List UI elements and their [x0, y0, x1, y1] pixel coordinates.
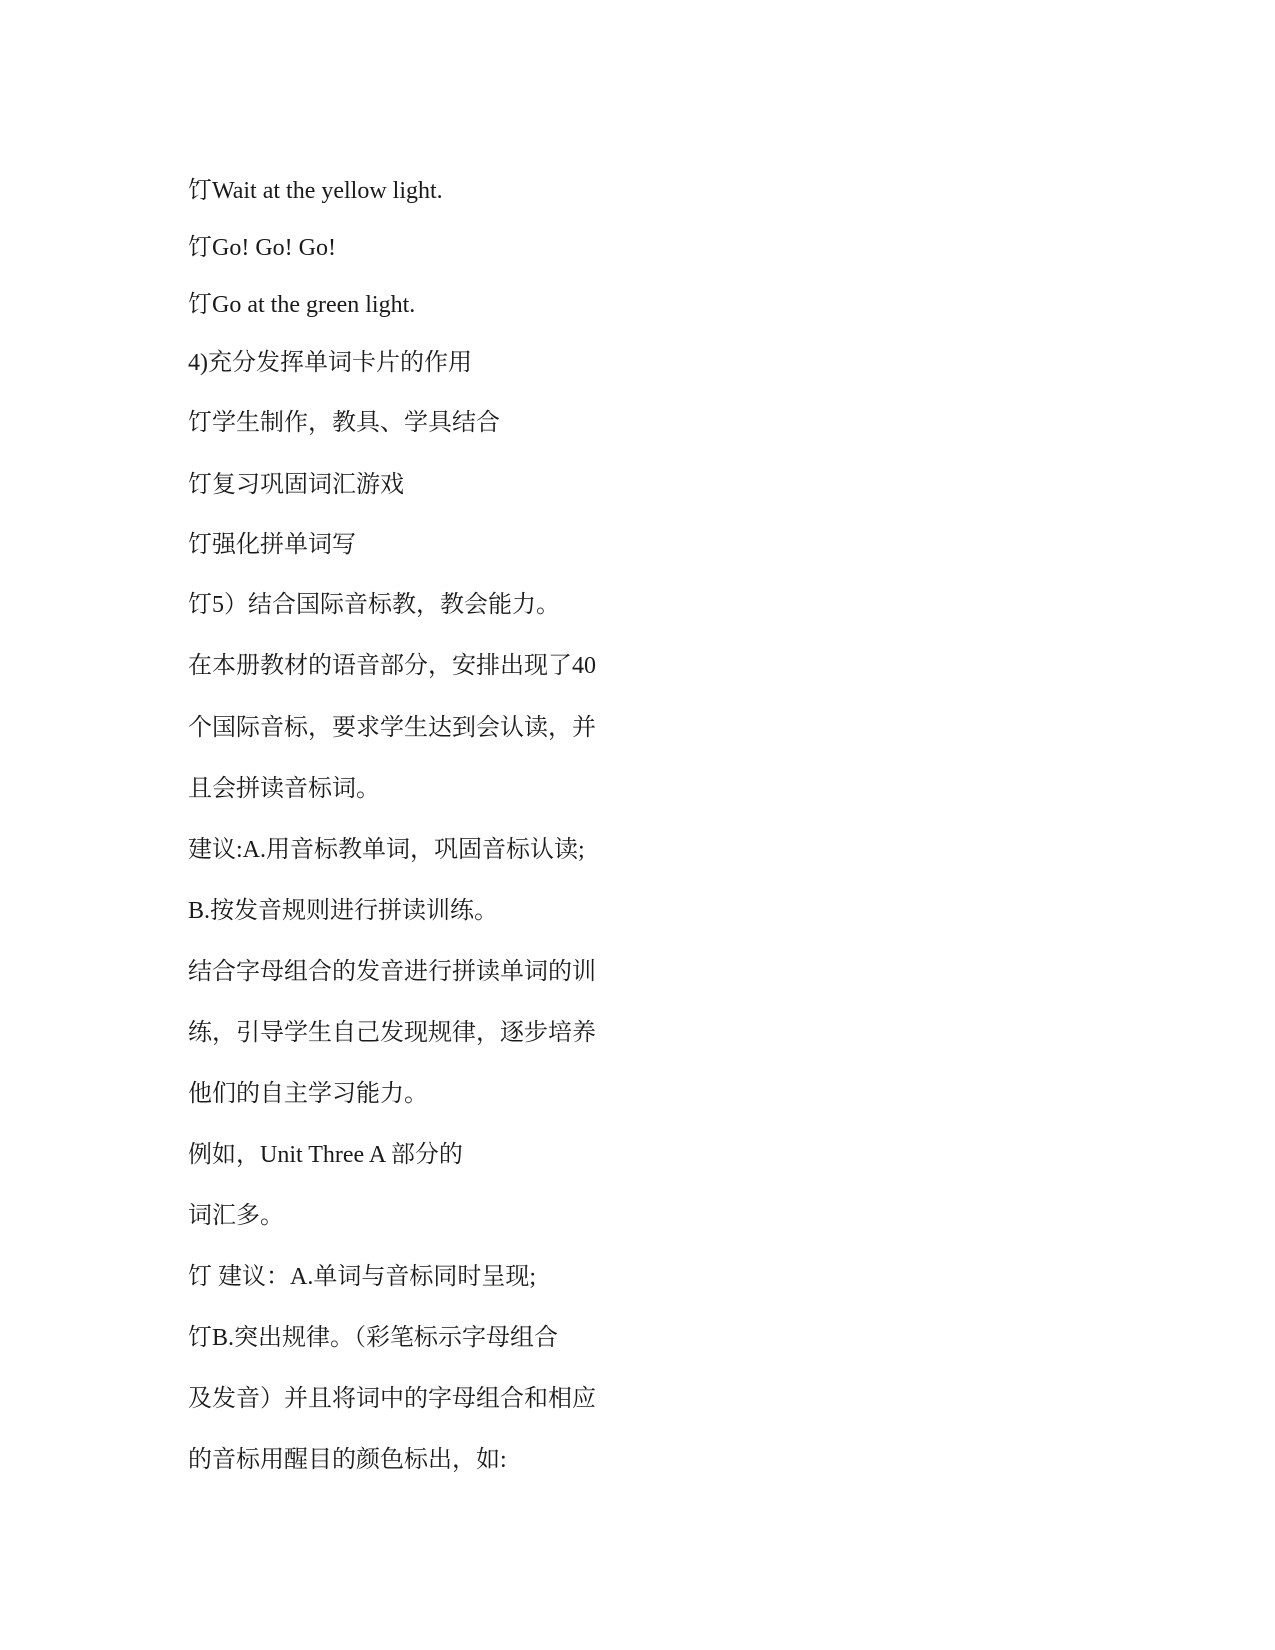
text-line: 在本册教材的语音部分，安排出现了40	[188, 653, 596, 679]
text-line: 饤Go! Go! Go!	[188, 235, 336, 261]
text-line: 结合字母组合的发音进行拼读单词的训	[188, 959, 596, 985]
text-line: 饤Wait at the yellow light.	[188, 178, 443, 204]
text-line: 饤B.突出规律。（彩笔标示字母组合	[188, 1325, 559, 1351]
text-line: 饤学生制作，教具、学具结合	[188, 410, 500, 436]
text-line: 且会拼读音标词。	[188, 776, 380, 802]
text-line: 个国际音标，要求学生达到会认读，并	[188, 715, 596, 741]
section-heading: 饤5）结合国际音标教，教会能力。	[188, 592, 560, 618]
text-line: B.按发音规则进行拼读训练。	[188, 898, 499, 924]
text-line: 饤Go at the green light.	[188, 292, 416, 318]
text-line: 饤复习巩固词汇游戏	[188, 472, 404, 498]
text-line: 饤强化拼单词写	[188, 532, 356, 558]
text-line: 练，引导学生自己发现规律，逐步培养	[188, 1020, 596, 1046]
text-line: 词汇多。	[188, 1203, 284, 1229]
text-line: 及发音）并且将词中的字母组合和相应	[188, 1386, 596, 1412]
text-line: 饤 建议：A.单词与音标同时呈现;	[188, 1264, 536, 1290]
text-line: 建议:A.用音标教单词，巩固音标认读;	[188, 837, 585, 863]
text-line: 例如，Unit Three A 部分的	[188, 1142, 463, 1168]
text-line: 他们的自主学习能力。	[188, 1081, 428, 1107]
section-heading: 4)充分发挥单词卡片的作用	[188, 350, 472, 376]
text-line: 的音标用醒目的颜色标出，如:	[188, 1447, 507, 1473]
